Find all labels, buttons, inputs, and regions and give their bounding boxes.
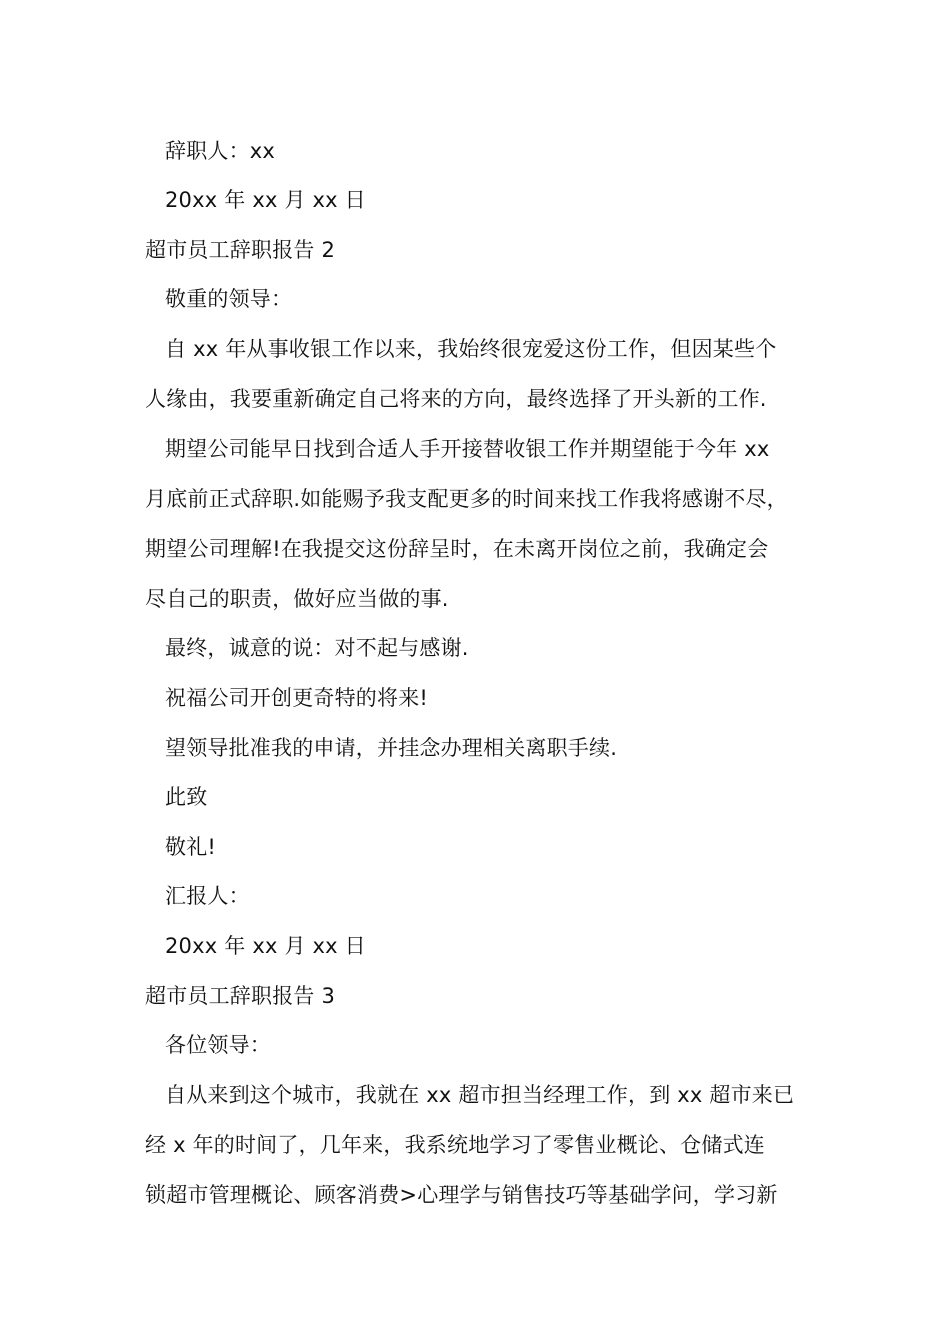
signature-line: 汇报人：	[165, 884, 250, 908]
paragraph-line: 自 xx 年从事收银工作以来，我始终很宠爱这份工作，但因某些个	[165, 337, 777, 361]
paragraph-line: 最终，诚意的说：对不起与感谢.	[165, 636, 469, 660]
salutation: 敬重的领导：	[165, 287, 293, 311]
paragraph-line: 月底前正式辞职.如能赐予我支配更多的时间来找工作我将感谢不尽，	[145, 487, 788, 511]
closing-line: 敬礼!	[165, 835, 217, 859]
date-line: 20xx 年 xx 月 xx 日	[165, 934, 366, 958]
signature-line: 辞职人：xx	[165, 139, 276, 163]
paragraph-line: 期望公司理解!在我提交这份辞呈时，在未离开岗位之前，我确定会	[145, 537, 769, 561]
paragraph-line: 锁超市管理概论、顾客消费>心理学与销售技巧等基础学问，学习新	[145, 1183, 778, 1207]
paragraph-line: 人缘由，我要重新确定自己将来的方向，最终选择了开头新的工作.	[145, 387, 767, 411]
salutation: 各位领导：	[165, 1033, 271, 1057]
section-heading: 超市员工辞职报告 2	[145, 238, 336, 262]
paragraph-line: 自从来到这个城市，我就在 xx 超市担当经理工作，到 xx 超市来已	[165, 1083, 795, 1107]
section-heading: 超市员工辞职报告 3	[145, 984, 336, 1008]
paragraph-line: 望领导批准我的申请，并挂念办理相关离职手续.	[165, 736, 618, 760]
closing-line: 此致	[165, 785, 208, 809]
paragraph-line: 期望公司能早日找到合适人手开接替收银工作并期望能于今年 xx	[165, 437, 770, 461]
paragraph-line: 祝福公司开创更奇特的将来!	[165, 686, 429, 710]
paragraph-line: 尽自己的职责，做好应当做的事.	[145, 587, 449, 611]
date-line: 20xx 年 xx 月 xx 日	[165, 188, 366, 212]
paragraph-line: 经 x 年的时间了，几年来，我系统地学习了零售业概论、仓储式连	[145, 1133, 765, 1157]
